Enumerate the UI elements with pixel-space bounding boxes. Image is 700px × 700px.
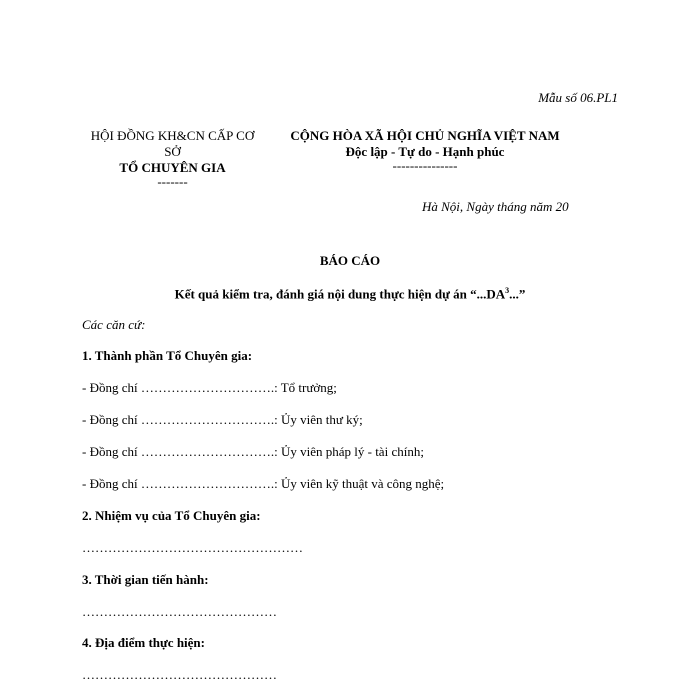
member-prefix: - Đồng chí ………………………….:: [82, 444, 281, 459]
date-line: Hà Nội, Ngày tháng năm 20: [422, 199, 569, 214]
council-name-line2: SỞ: [164, 144, 181, 159]
member-prefix: - Đồng chí ………………………….:: [82, 380, 281, 395]
member-role: Ủy viên thư ký;: [280, 412, 363, 427]
subtitle-end: ...”: [509, 286, 526, 302]
member-row: [82, 444, 424, 460]
member-role: Tổ trưởng;: [280, 380, 337, 395]
member-role: Ủy viên pháp lý - tài chính;: [280, 444, 424, 459]
header-right: [280, 128, 570, 172]
expert-group-title: TỔ CHUYÊN GIA: [119, 160, 226, 175]
bases-label: Các căn cứ:: [82, 317, 146, 332]
section4-heading: 4. Địa điểm thực hiện:: [82, 635, 205, 650]
header-right-separator: ---------------: [392, 158, 458, 173]
section3-blank: ………………………………………: [82, 604, 277, 619]
subtitle-text: Kết quả kiểm tra, đánh giá nội dung thực hiện dự án “...DA: [174, 286, 506, 302]
report-title: BÁO CÁO: [319, 253, 381, 268]
section2-blank: ……………………………………………: [82, 540, 303, 555]
member-prefix: - Đồng chí ………………………….:: [82, 412, 281, 427]
section2-heading: 2. Nhiệm vụ của Tổ Chuyên gia:: [82, 508, 261, 523]
section3-heading: 3. Thời gian tiến hành:: [82, 572, 209, 587]
member-role: Ủy viên kỹ thuật và công nghệ;: [280, 476, 445, 491]
form-code: Mẫu số 06.PL1: [538, 90, 618, 105]
header-left: [70, 128, 275, 188]
member-row: [82, 412, 363, 428]
council-name-line1: HỘI ĐỒNG KH&CN CẤP CƠ: [90, 128, 255, 143]
member-row: [82, 380, 337, 396]
footnote-marker: 3: [505, 286, 510, 295]
national-motto: Độc lập - Tự do - Hạnh phúc: [345, 144, 505, 159]
header-left-separator: -------: [157, 174, 188, 189]
national-title: CỘNG HÒA XÃ HỘI CHỦ NGHĨA VIỆT NAM: [290, 128, 560, 143]
report-subtitle: [0, 286, 700, 302]
section1-heading: 1. Thành phần Tổ Chuyên gia:: [82, 348, 253, 363]
section4-blank: ………………………………………: [82, 667, 277, 682]
member-prefix: - Đồng chí ………………………….:: [82, 476, 281, 491]
member-row: [82, 476, 444, 492]
